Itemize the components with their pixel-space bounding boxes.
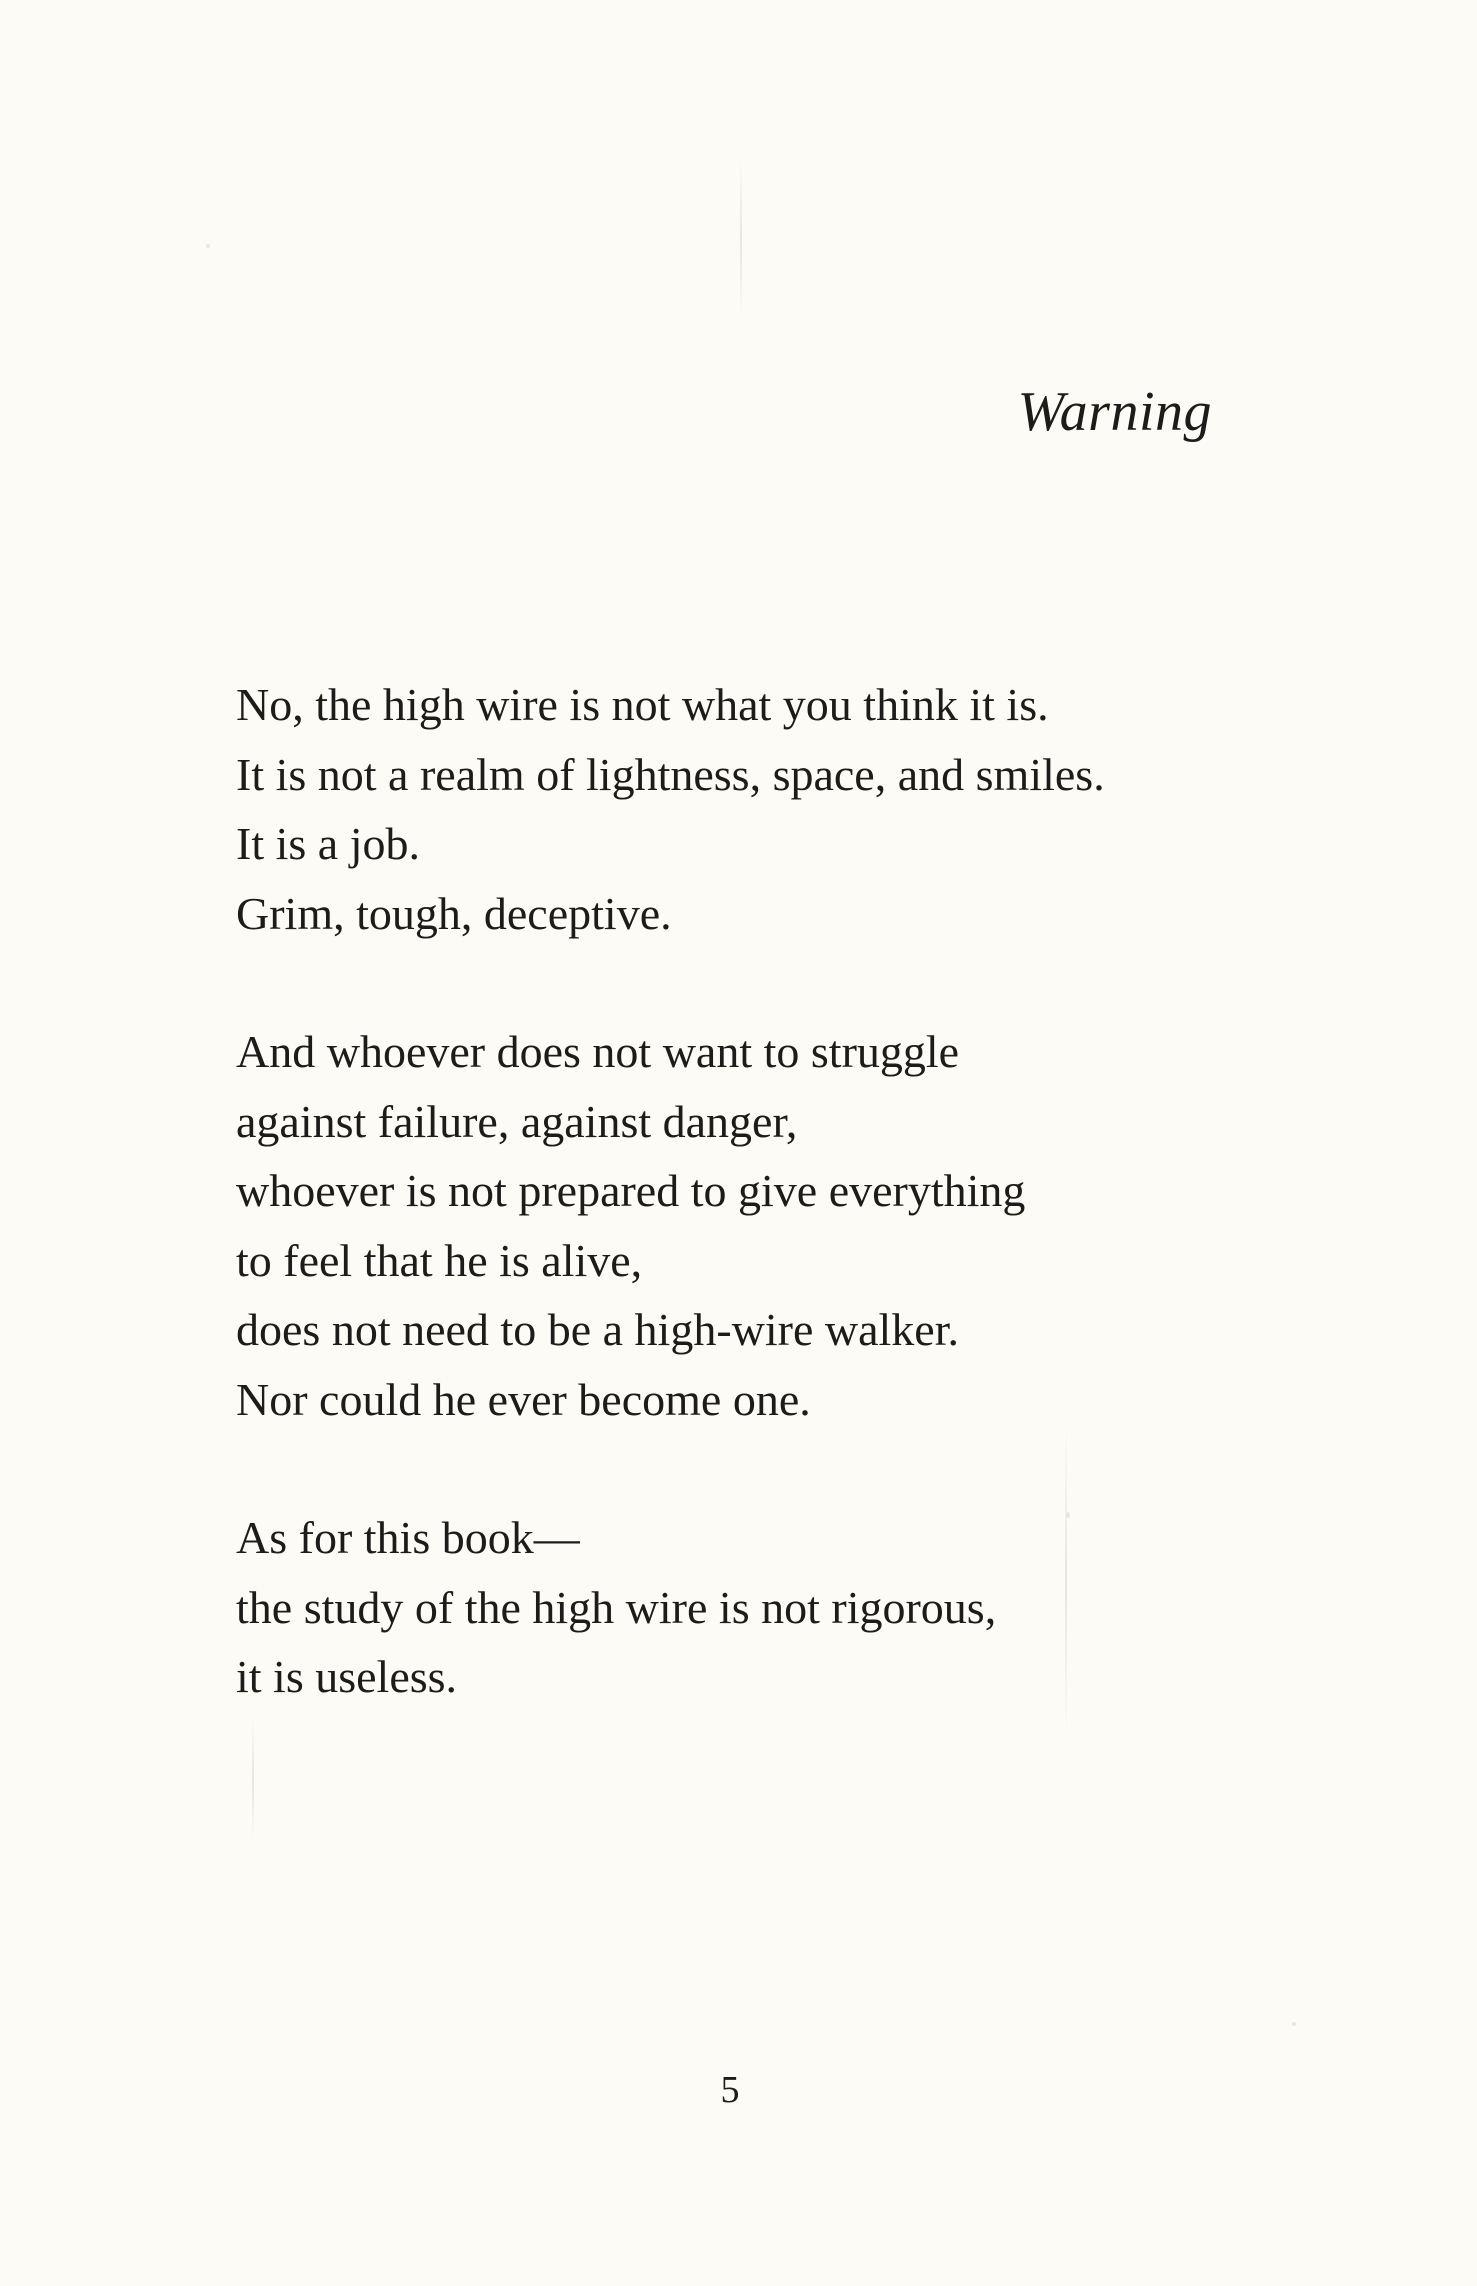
poem-line: Grim, tough, deceptive. [236,887,672,939]
stanza-2 [236,1017,1236,1434]
poem-line: to feel that he is alive, [236,1234,643,1286]
page-number: 5 [720,2069,740,2111]
poem-line: Nor could he ever become one. [236,1373,811,1425]
stanza-3 [236,1503,1236,1712]
page-title: Warning [1017,381,1212,443]
poem-line: As for this book— [236,1512,580,1563]
poem-line: the study of the high wire is not rigorous, [236,1581,997,1633]
poem-line: whoever is not prepared to give everything [236,1165,1026,1216]
poem-line: No, the high wire is not what you think it is. [236,679,1049,730]
poem-line: And whoever does not want to struggle [236,1026,960,1077]
paper-fold-line [740,160,742,320]
stanza-1 [236,670,1236,948]
paper-speck [1292,2022,1296,2026]
paper-speck [206,244,210,248]
poem-line: it is useless. [236,1651,458,1702]
poem-line: It is not a realm of lightness, space, and smiles. [236,748,1105,800]
poem-line: does not need to be a high-wire walker. [236,1304,959,1355]
poem-body [236,670,1236,1781]
poem-line: against failure, against danger, [236,1095,798,1147]
poem-line: It is a job. [236,818,420,869]
